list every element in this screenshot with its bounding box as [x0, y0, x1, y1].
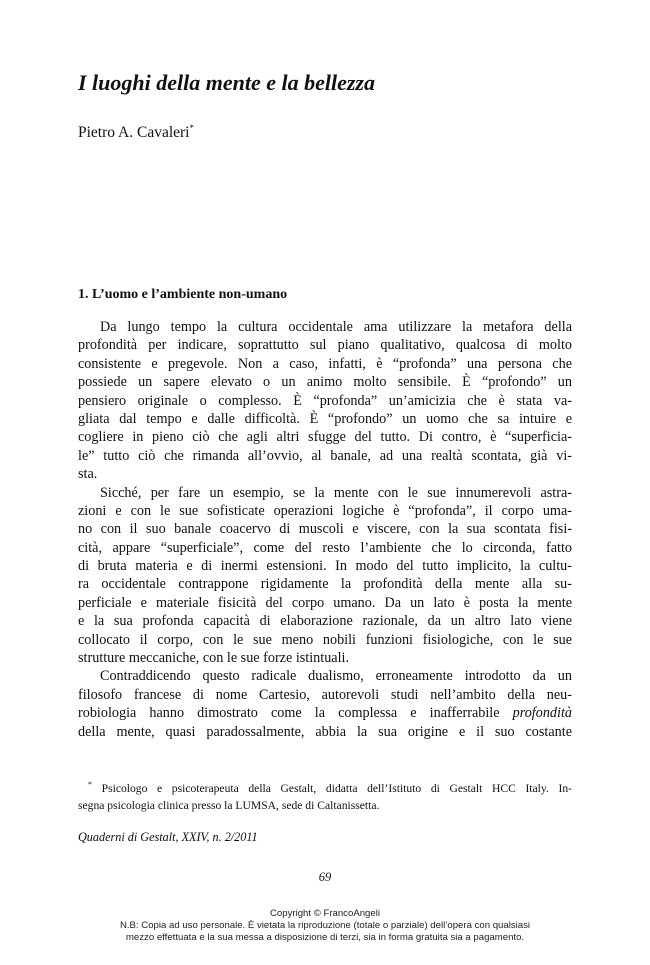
text-line: sta.	[78, 466, 98, 483]
text-line: le” tutto ciò che rimanda all’ovvio, al banale, ad una realtà scontata, già vi-	[78, 447, 572, 464]
author-note-marker: *	[189, 122, 194, 133]
text-line: consistente e pregevole. Non a caso, infatti, è “profonda” una persona che	[78, 355, 572, 372]
copyright-line: N.B: Copia ad uso personale. È vietata la riproduzione (totale o parziale) dell’opera con qualsiasi	[119, 920, 531, 931]
text-line: e la sua profonda capacità di elaborazione razionale, da un altro lato viene	[78, 613, 572, 630]
text-line: Contraddicendo questo radicale dualismo, erroneamente introdotto da un	[100, 668, 572, 685]
text-line: della mente, quasi paradossalmente, abbia la sua origine e il suo costante	[78, 723, 572, 740]
text-line: strutture meccaniche, con le sue forze istintuali.	[78, 650, 350, 667]
text-line: cogliere in pieno ciò che agli altri sfugge del tutto. Di contro, è “superficia-	[78, 429, 572, 446]
text-line	[78, 704, 572, 722]
text-line: Sicché, per fare un esempio, se la mente con le sue innumerevoli astra-	[100, 484, 572, 501]
footnote-line: segna psicologia clinica presso la LUMSA, sede di Caltanissetta.	[78, 799, 380, 812]
copyright-line: mezzo effettuata e la sua messa a disposizione di terzi, sia in forma gratuita sia a pagamento.	[125, 932, 525, 943]
author-line	[78, 124, 194, 142]
footnote-line	[78, 780, 572, 797]
text-line: profondità per indicare, soprattutto sul piano qualitativo, qualcosa di molto	[78, 337, 572, 354]
text-line: gliata dal tempo e dalle difficoltà. È “profondo” un uomo che sa intuire e	[78, 410, 572, 427]
emphasis-word: profondità	[512, 705, 572, 722]
footnote-text: Psicologo e psicoterapeuta della Gestalt, didatta dell’Istituto di Gestalt HCC Italy. In-	[101, 782, 572, 795]
copyright-line: Copyright © FrancoAngeli	[270, 908, 380, 919]
text-line: perficiale e materiale fisicità del corpo umano. Da un lato è posta la mente	[78, 594, 572, 611]
section-heading: 1. L’uomo e l’ambiente non-umano	[78, 287, 288, 302]
page-number: 69	[318, 870, 332, 884]
journal-citation: Quaderni di Gestalt, XXIV, n. 2/2011	[78, 830, 258, 844]
copyright-notice	[0, 908, 650, 944]
footnote	[78, 780, 572, 814]
text-line: possiede un sapere elevato o un animo molto sensibile. È “profondo” un	[78, 374, 572, 391]
text-line: di bruta materia e di inermi estensioni. In modo del tutto implicito, la cultu-	[78, 558, 572, 575]
text-line: ra occidentale contrappone rigidamente la profondità della mente alla su-	[78, 576, 572, 593]
text-line: filosofo francese di nome Cartesio, autorevoli studi nell’ambito della neu-	[78, 686, 572, 703]
author-name: Pietro A. Cavaleri	[78, 124, 190, 141]
text-segment: robiologia hanno dimostrato come la complessa e inafferrabile	[78, 705, 500, 722]
text-line: pensiero originale o complesso. È “profonda” un’amicizia che è stata va-	[78, 392, 572, 409]
text-line: cità, appare “superficiale”, come del resto l’ambiente che lo circonda, fatto	[78, 539, 572, 556]
article-body	[78, 318, 572, 741]
article-title: I luoghi della mente e la bellezza	[78, 70, 375, 95]
text-line: collocato il corpo, con le sue meno nobili funzioni fisiologiche, con le sue	[78, 631, 572, 648]
footnote-marker: *	[88, 780, 92, 790]
text-line: Da lungo tempo la cultura occidentale ama utilizzare la metafora della	[100, 319, 572, 335]
text-line: zioni e con le sue sofisticate operazioni logiche è “profonda”, il corpo uma-	[78, 502, 572, 519]
text-line: no con il suo banale coacervo di muscoli e viscere, con la sua scontata fisi-	[78, 521, 572, 538]
